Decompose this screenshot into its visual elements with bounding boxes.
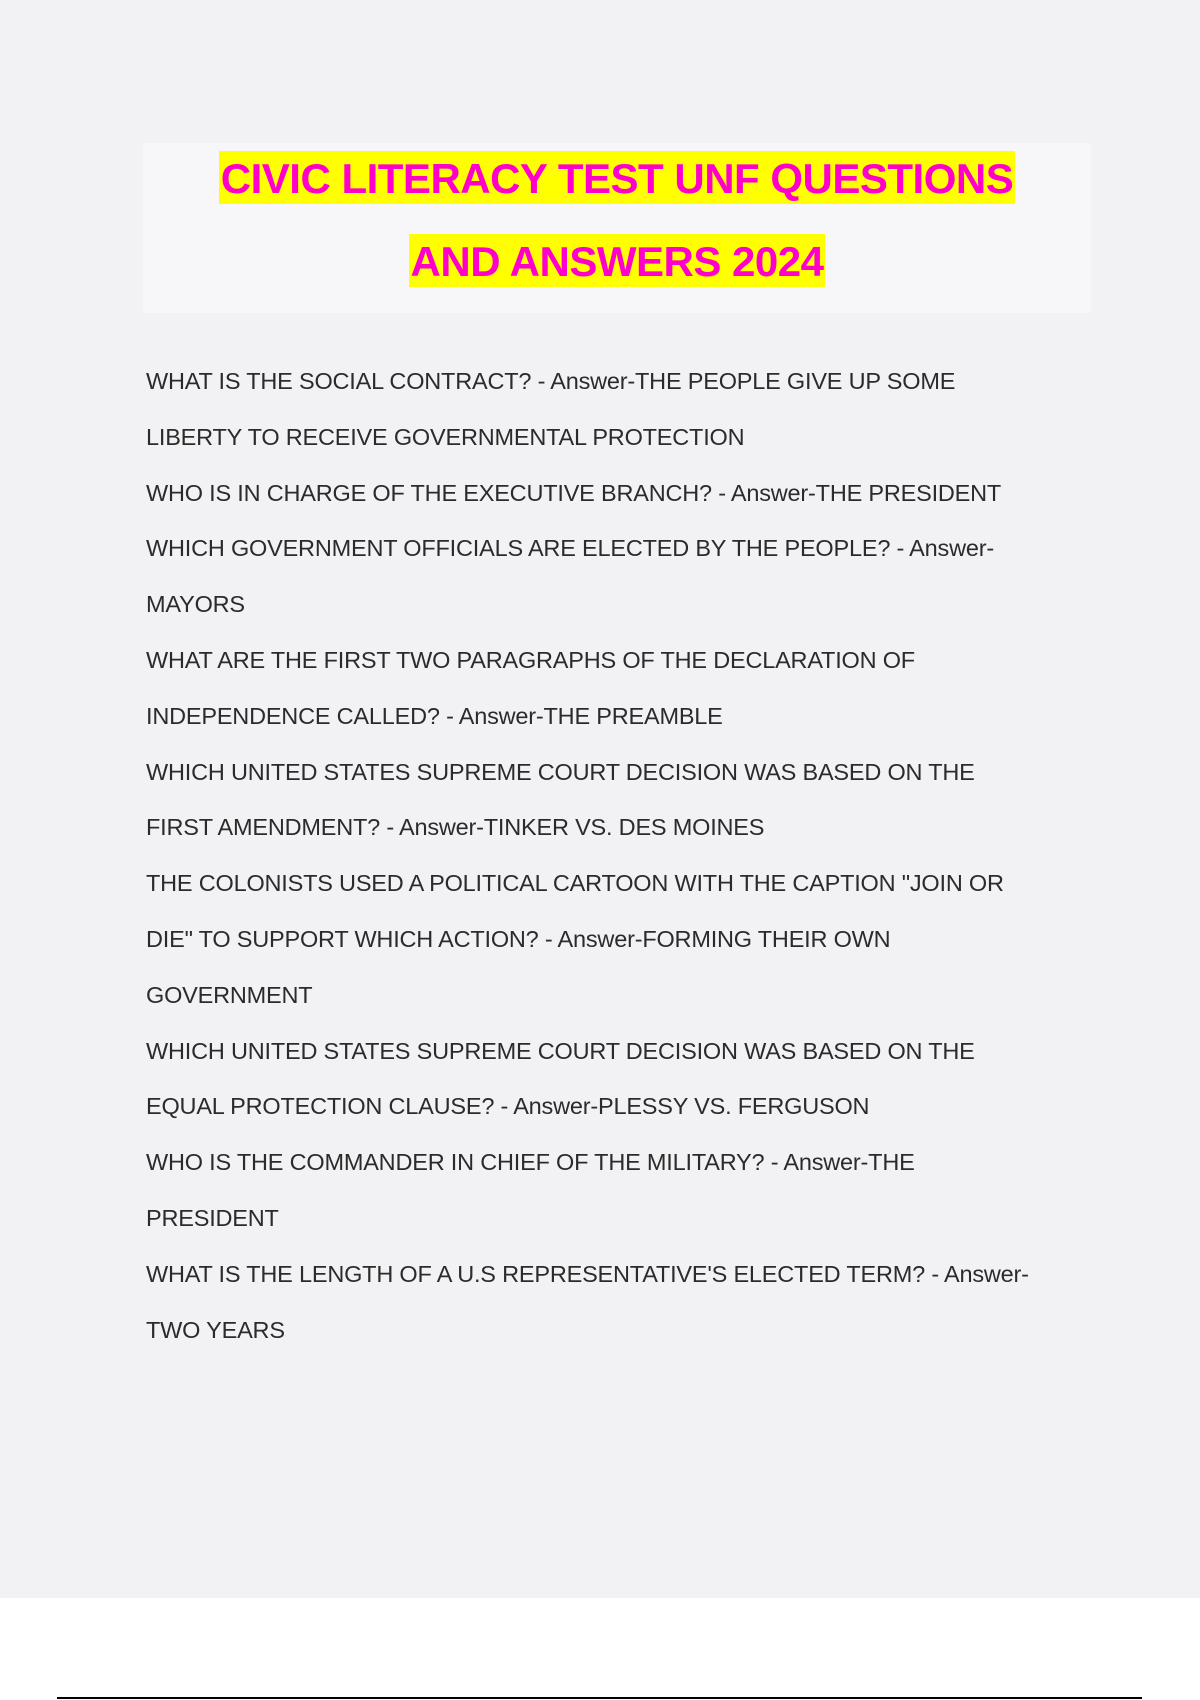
title-line-2-text: AND ANSWERS 2024 (409, 234, 826, 287)
text-line: INDEPENDENCE CALLED? - Answer-THE PREAMBLE (146, 702, 723, 729)
text-line: MAYORS (146, 591, 245, 618)
text-line: WHICH UNITED STATES SUPREME COURT DECISION WAS BASED ON THE (146, 758, 975, 785)
document-title (143, 143, 1091, 313)
text-line: WHICH UNITED STATES SUPREME COURT DECISION WAS BASED ON THE (146, 1037, 975, 1064)
question-answer-list (146, 359, 1086, 1363)
text-line: THE COLONISTS USED A POLITICAL CARTOON WITH THE CAPTION "JOIN OR (146, 870, 1004, 897)
text-line: WHAT ARE THE FIRST TWO PARAGRAPHS OF THE DECLARATION OF (146, 646, 915, 673)
text-line: DIE" TO SUPPORT WHICH ACTION? - Answer-FORMING THEIR OWN (146, 925, 891, 952)
title-line-2 (143, 234, 1091, 290)
text-line: WHO IS IN CHARGE OF THE EXECUTIVE BRANCH? - Answer-THE PRESIDENT (146, 479, 1002, 506)
text-line: LIBERTY TO RECEIVE GOVERNMENTAL PROTECTION (146, 423, 745, 450)
text-line: TWO YEARS (146, 1316, 285, 1343)
text-line: WHAT IS THE SOCIAL CONTRACT? - Answer-THE PEOPLE GIVE UP SOME (146, 368, 956, 394)
title-line-1-text: CIVIC LITERACY TEST UNF QUESTIONS (219, 151, 1015, 204)
text-line: FIRST AMENDMENT? - Answer-TINKER VS. DES MOINES (146, 814, 765, 841)
text-line: WHICH GOVERNMENT OFFICIALS ARE ELECTED BY THE PEOPLE? - Answer- (146, 535, 994, 562)
footer-divider (57, 1697, 1142, 1699)
text-line: EQUAL PROTECTION CLAUSE? - Answer-PLESSY VS. FERGUSON (146, 1093, 870, 1120)
text-line: PRESIDENT (146, 1204, 279, 1231)
text-line: WHO IS THE COMMANDER IN CHIEF OF THE MILITARY? - Answer-THE (146, 1149, 915, 1176)
text-line: WHAT IS THE LENGTH OF A U.S REPRESENTATIVE'S ELECTED TERM? - Answer- (146, 1260, 1029, 1287)
text-line: GOVERNMENT (146, 981, 313, 1008)
title-line-1 (143, 151, 1091, 207)
